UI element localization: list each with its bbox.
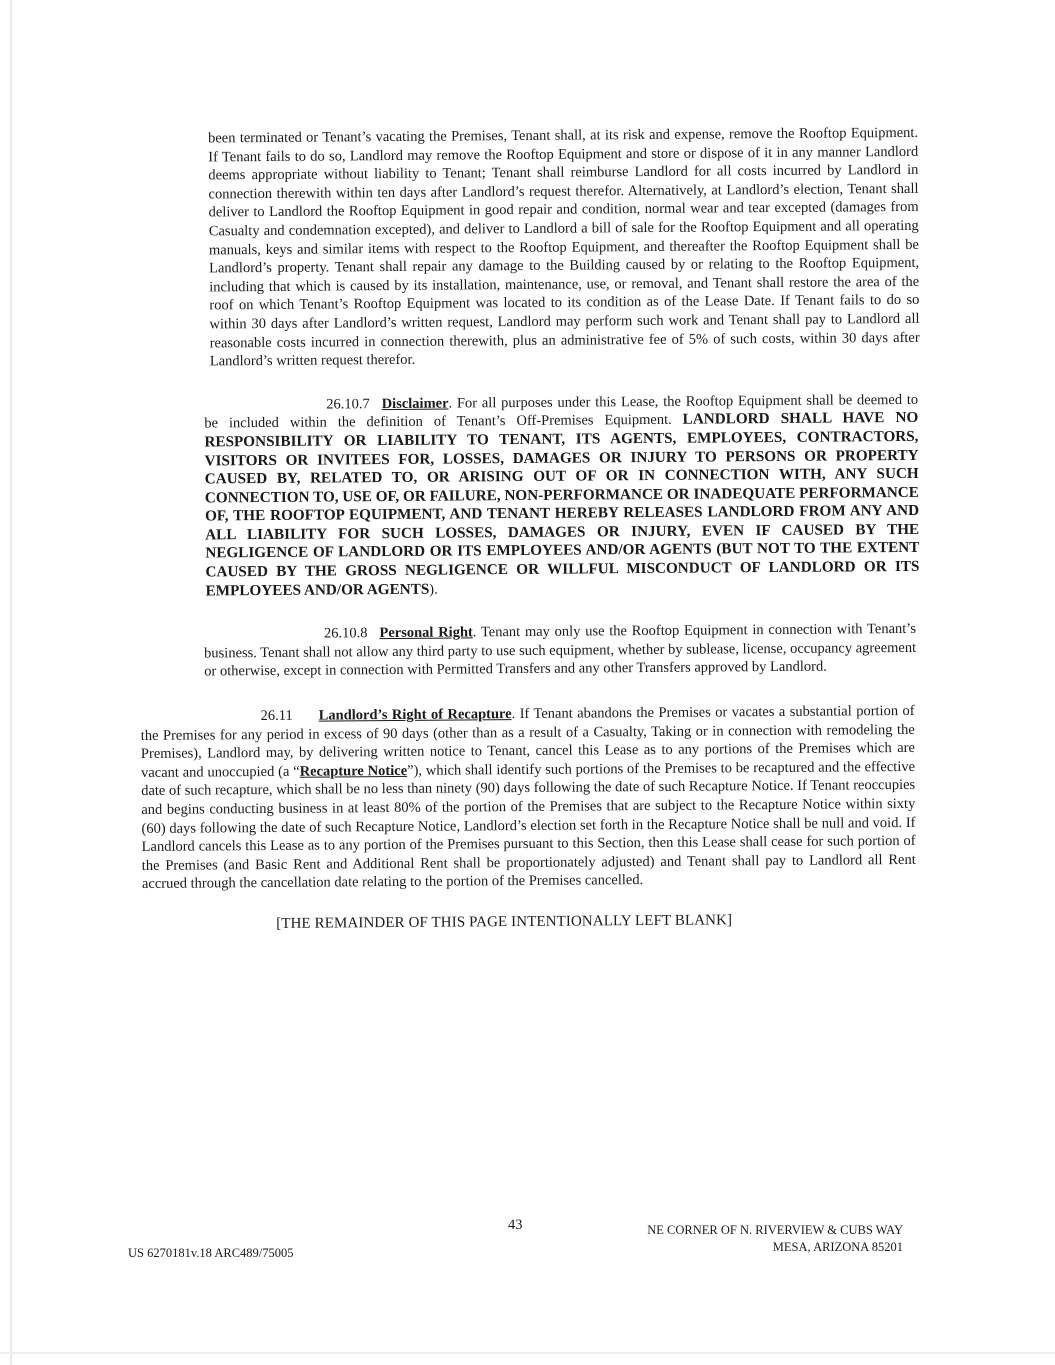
section-heading: Disclaimer (381, 395, 449, 412)
scan-bottom-edge (0, 1352, 1055, 1354)
section-number: 26.10.7 (326, 395, 370, 413)
address-line-2: MESA, ARIZONA 85201 (772, 1240, 903, 1254)
defined-term: Recapture Notice (299, 762, 408, 780)
address-line-1: NE CORNER OF N. RIVERVIEW & CUBS WAY (647, 1223, 903, 1237)
section-number: 26.11 (260, 707, 293, 725)
indent (204, 408, 326, 409)
section-text: . For all purposes under this Lease, the Rooftop Equipment shall be deemed to be included within the definition of Tenant’s Off-Premises Equipment. (204, 391, 919, 432)
section-text: . Tenant may only use the Rooftop Equipment in connection with Tenant’s business. Tenant shall not allow any third party to use such equipment, whether by sublease, license, occupancy agreement or otherwise, except in connection with Permitted Transfers and any other Transfers approved by Landlord. (204, 621, 917, 680)
section-text: . If Tenant abandons the Premises or vacates a substantial portion of the Premises for any period in excess of 90 days (other than as a result of a Casualty, Taking or in connection with remodeling the Premises), Landlord may, by delivering written notice to Tenant, cancel this Lease as to any portions of the Premises which are vacant and unoccupied (a “ (140, 702, 915, 781)
section-26-10-7 (204, 391, 920, 601)
section-26-10-8 (204, 620, 916, 681)
indent (204, 638, 324, 639)
paragraph-continuation: been terminated or Tenant’s vacating the Premises, Tenant shall, at its risk and expense, remove the Rooftop Equipment. If Tenant fails to do so, Landlord may remove the Rooftop Equipment and store or dispose of it in any manner Landlord deems appropriate without liability to Tenant; Tenant shall reimburse Landlord for all costs incurred by Landlord in connection therewith within ten days after Landlord’s request therefor. Alternatively, at Landlord’s election, Tenant shall deliver to Landlord the Rooftop Equipment in good repair and condition, normal wear and tear excepted (damages from Casualty and condemnation excepted), and deliver to Landlord a bill of sale for the Rooftop Equipment and all operating manuals, keys and similar items with respect to the Rooftop Equipment, and thereafter the Rooftop Equipment shall be Landlord’s property. Tenant shall repair any damage to the Building caused by or relating to the Rooftop Equipment, including that which is caused by its installation, maintenance, use, or removal, and Tenant shall restore the area of the roof on which Tenant’s Rooftop Equipment was located to its condition as of the Lease Date. If Tenant fails to do so within 30 days after Landlord’s written request, Landlord may perform such work and Tenant shall pay to Landlord all reasonable costs incurred in connection therewith, plus an administrative fee of 5% of such costs, within 30 days after Landlord’s written request therefor. (208, 124, 920, 370)
property-address (647, 1222, 903, 1256)
page-number: 43 (508, 1217, 523, 1233)
section-closing: ). (429, 581, 438, 598)
section-heading: Personal Right (379, 624, 473, 642)
document-id: US 6270181v.18 ARC489/75005 (128, 1246, 294, 1260)
section-text-continued: ”), which shall identify such portions of the Premises to be recaptured and the effective date of such recapture, which shall be no less than ninety (90) days following the date of such Recapture Notice. If Tenant reoccupies and begins conducting business in at least 80% of the portion of the Premises that are subject to the Recapture Notice within sixty (60) days following the date of such Recapture Notice, Landlord’s election set forth in the Recapture Notice shall be null and void. If Landlord cancels this Lease as to any portion of the Premises pursuant to this Section, then this Lease shall cease for such portion of the Premises (and Basic Rent and Additional Rent shall be proportionately adjusted) and Tenant shall pay to Landlord all Rent accrued through the cancellation date relating to the portion of the Premises cancelled. (141, 758, 916, 893)
intentionally-blank-note: [THE REMAINDER OF THIS PAGE INTENTIONALLY LEFT BLANK] (276, 912, 733, 932)
section-26-11 (141, 702, 916, 894)
section-number: 26.10.8 (323, 625, 368, 642)
scan-left-edge (10, 0, 12, 1365)
document-page (136, 124, 924, 935)
section-heading: Landlord’s Right of Recapture (318, 706, 512, 724)
indent (141, 720, 261, 721)
disclaimer-caps-text: LANDLORD SHALL HAVE NO RESPONSIBILITY OR LIABILITY TO TENANT, ITS AGENTS, EMPLOYEES, CONTRACTORS, VISITORS OR INVITEES FOR, LOSSES, DAMAGES OR INJURY TO PERSONS OR PROPERTY CAUSED BY, RELATED TO, OR ARISING OUT OF OR IN CONNECTION WITH, ANY SUCH CONNECTION TO, USE OF, OR FAILURE, NON-PERFORMANCE OR INADEQUATE PERFORMANCE OF, THE ROOFTOP EQUIPMENT, AND TENANT HEREBY RELEASES LANDLORD FROM ANY AND ALL LIABILITY FOR SUCH LOSSES, DAMAGES OR INJURY, EVEN IF CAUSED BY THE NEGLIGENCE OF LANDLORD OR ITS EMPLOYEES AND/OR AGENTS (BUT NOT TO THE EXTENT CAUSED BY THE GROSS NEGLIGENCE OR WILLFUL MISCONDUCT OF LANDLORD OR ITS EMPLOYEES AND/OR AGENTS (204, 409, 920, 600)
